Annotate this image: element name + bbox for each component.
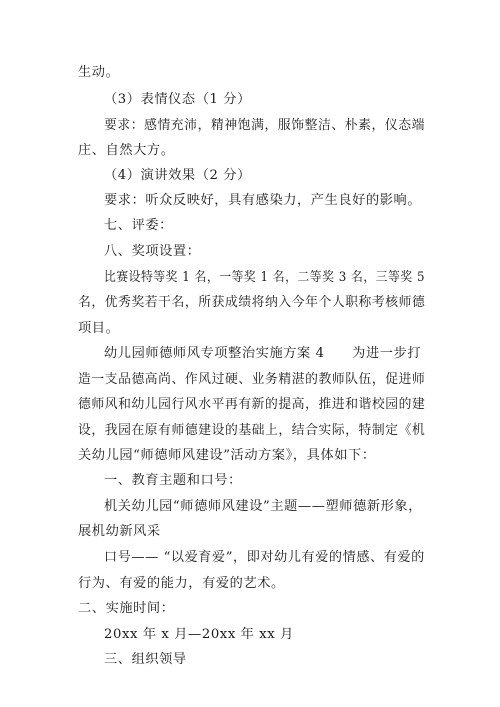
text-line: 设，我园在原有师德建设的基础上，结合实际，特制定《机 (78, 423, 426, 438)
text-line: 关幼儿园“师德师风建设”活动方案》，具体如下： (78, 448, 376, 463)
text-line: （3）表情仪态（1 分） (104, 92, 251, 107)
text-line: 造一支品德高尚、作风过硬、业务精湛的教师队伍，促进师 (78, 372, 426, 387)
text-line: 幼儿园师德师风专项整治实施方案 4 为进一步打 (104, 346, 422, 361)
text-line: 行为、有爱的能力，有爱的艺术。 (78, 576, 285, 591)
text-line: （4）演讲效果（2 分） (104, 168, 251, 183)
section-heading: 七、评委： (104, 218, 173, 233)
text-line: 项目。 (78, 321, 120, 336)
section-heading: 一、教育主题和口号： (104, 473, 242, 488)
section-heading: 八、奖项设置： (104, 244, 201, 259)
text-line: 要求：听众反映好，具有感染力，产生良好的影响。 (104, 193, 422, 208)
text-line: 生动。 (78, 65, 120, 80)
text-line: 庄、自然大方。 (78, 143, 175, 158)
text-line: 机关幼儿园“师德师风建设”主题——塑师德新形象， (104, 499, 423, 514)
text-line: 展机幼新风采 (78, 524, 161, 539)
text-line: 20xx 年 x 月—20xx 年 xx 月 (104, 627, 294, 642)
text-line: 口号—— “以爱育爱”，即对幼儿有爱的情感、有爱的 (104, 550, 425, 565)
text-line: 比赛设特等奖 1 名，一等奖 1 名，二等奖 3 名，三等奖 5 (104, 270, 425, 285)
text-line: 名，优秀奖若干名，所获成绩将纳入今年个人职称考核师德 (78, 295, 426, 310)
text-line: 德师风和幼儿园行风水平再有新的提高，推进和谐校园的建 (78, 397, 426, 412)
text-line: 要求：感情充沛，精神饱满，服饰整洁、朴素，仪态端 (104, 118, 425, 133)
section-heading: 三、组织领导 (104, 652, 187, 667)
section-heading: 二、实施时间： (78, 601, 175, 616)
